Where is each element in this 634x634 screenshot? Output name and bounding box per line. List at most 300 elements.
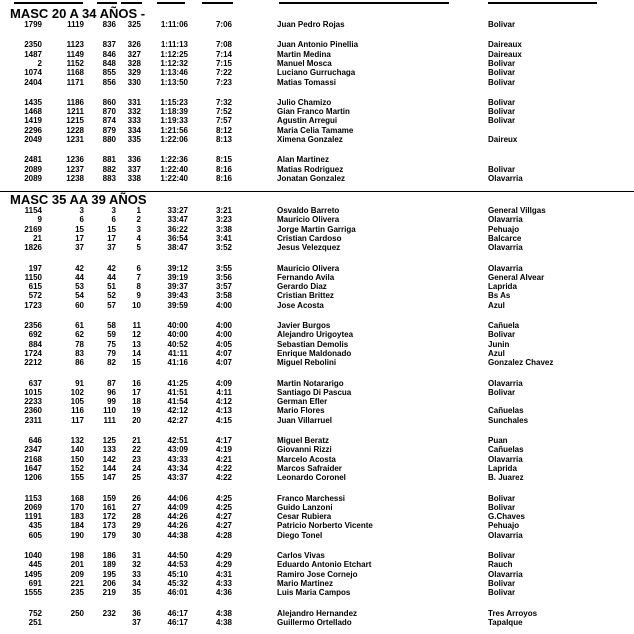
ritmo-cell: 4:11 bbox=[216, 387, 232, 397]
pos-categoria-cell: 34 bbox=[132, 578, 141, 588]
dorsal-cell: 1555 bbox=[24, 588, 42, 598]
ritmo-cell: 3:21 bbox=[215, 206, 232, 215]
pos-general-cell: 44 bbox=[75, 272, 84, 282]
localidad-cell: Cañuelas bbox=[488, 445, 524, 455]
localidad-cell: Azul bbox=[488, 348, 505, 358]
column-header-rule bbox=[121, 2, 142, 4]
localidad-cell: Daireaux bbox=[488, 40, 522, 50]
pos-categoria-cell: 6 bbox=[136, 263, 141, 273]
localidad-cell: Pehuajo bbox=[488, 224, 520, 234]
nombre-cell: Cristian Brittez bbox=[277, 291, 334, 301]
pos-general-cell: 1238 bbox=[66, 173, 84, 183]
pos-sexo-cell: 219 bbox=[102, 588, 116, 598]
ritmo-cell: 4:00 bbox=[215, 300, 232, 310]
dorsal-cell: 1154 bbox=[24, 206, 42, 215]
pos-general-cell: 1186 bbox=[66, 97, 84, 107]
ritmo-cell: 4:25 bbox=[215, 502, 232, 512]
pos-sexo-cell: 52 bbox=[107, 291, 116, 301]
tiempo-cell: 1:13:46 bbox=[160, 68, 188, 78]
pos-categoria-cell: 23 bbox=[132, 454, 141, 464]
dorsal-cell: 2347 bbox=[24, 445, 42, 455]
tiempo-cell: 46:17 bbox=[167, 617, 188, 627]
tiempo-cell: 44:53 bbox=[167, 560, 188, 570]
ritmo-cell: 3:55 bbox=[215, 263, 232, 273]
nombre-cell: Marcelo Acosta bbox=[277, 454, 336, 464]
localidad-cell: Balcarce bbox=[488, 233, 522, 243]
pos-sexo-cell: 883 bbox=[102, 173, 116, 183]
dorsal-cell: 2168 bbox=[24, 454, 42, 464]
tiempo-cell: 38:47 bbox=[167, 243, 188, 253]
tiempo-cell: 40:00 bbox=[167, 330, 188, 340]
column-header-rule bbox=[14, 2, 58, 4]
nombre-cell: Martin Notararigo bbox=[277, 378, 344, 388]
ritmo-cell: 4:36 bbox=[215, 588, 232, 598]
pos-sexo-cell: 855 bbox=[102, 68, 116, 78]
nombre-cell: Sebastian Demolis bbox=[277, 339, 349, 349]
localidad-cell: B. Juarez bbox=[488, 473, 524, 483]
nombre-cell: Patricio Norberto Vicente bbox=[277, 521, 373, 531]
pos-categoria-cell: 16 bbox=[132, 378, 141, 388]
pos-general-cell: 83 bbox=[75, 348, 84, 358]
pos-general-cell: 1231 bbox=[66, 135, 84, 144]
pos-sexo-cell: 75 bbox=[107, 339, 116, 349]
pos-categoria-cell: 7 bbox=[136, 272, 141, 282]
pos-categoria-cell: 331 bbox=[127, 97, 141, 107]
pos-sexo-cell: 6 bbox=[111, 215, 116, 225]
nombre-cell: Jose Acosta bbox=[277, 300, 324, 310]
tiempo-cell: 43:34 bbox=[167, 463, 188, 473]
pos-categoria-cell: 11 bbox=[132, 321, 141, 330]
pos-sexo-cell: 3 bbox=[111, 206, 116, 215]
result-row bbox=[0, 531, 634, 541]
localidad-cell: Bolivar bbox=[488, 116, 516, 126]
pos-categoria-cell: 325 bbox=[127, 20, 141, 29]
dorsal-cell: 615 bbox=[28, 282, 42, 292]
pos-sexo-cell: 860 bbox=[102, 97, 116, 107]
dorsal-cell: 1468 bbox=[24, 107, 42, 117]
pos-sexo-cell: 232 bbox=[102, 608, 116, 618]
pos-sexo-cell: 17 bbox=[107, 233, 116, 243]
result-row bbox=[0, 135, 634, 145]
dorsal-cell: 1826 bbox=[24, 243, 42, 253]
pos-sexo-cell: 82 bbox=[107, 358, 116, 368]
pos-categoria-cell: 32 bbox=[132, 560, 141, 570]
ritmo-cell: 4:22 bbox=[215, 463, 232, 473]
pos-categoria-cell: 4 bbox=[136, 233, 141, 243]
pos-sexo-cell: 99 bbox=[107, 397, 116, 407]
ritmo-cell: 7:23 bbox=[215, 77, 232, 87]
pos-sexo-cell: 870 bbox=[102, 107, 116, 117]
ritmo-cell: 4:38 bbox=[215, 617, 232, 627]
pos-sexo-cell: 195 bbox=[102, 569, 116, 579]
pos-sexo-cell: 206 bbox=[102, 578, 116, 588]
ritmo-cell: 4:13 bbox=[215, 406, 232, 416]
pos-categoria-cell: 13 bbox=[132, 339, 141, 349]
pos-categoria-cell: 336 bbox=[127, 155, 141, 165]
dorsal-cell: 605 bbox=[28, 530, 42, 540]
pos-categoria-cell: 28 bbox=[132, 512, 141, 522]
tiempo-cell: 1:22:40 bbox=[160, 164, 188, 174]
nombre-cell: Javier Burgos bbox=[277, 321, 331, 330]
localidad-cell: Bolivar bbox=[488, 578, 516, 588]
tiempo-cell: 41:25 bbox=[167, 378, 188, 388]
pos-categoria-cell: 29 bbox=[132, 521, 141, 531]
pos-sexo-cell: 179 bbox=[102, 530, 116, 540]
pos-general-cell: 105 bbox=[70, 397, 84, 407]
pos-categoria-cell: 26 bbox=[132, 493, 141, 503]
tiempo-cell: 40:52 bbox=[167, 339, 188, 349]
localidad-cell: General Alvear bbox=[488, 272, 545, 282]
localidad-cell: Bolivar bbox=[488, 330, 516, 340]
pos-categoria-cell: 33 bbox=[132, 569, 141, 579]
tiempo-cell: 1:11:13 bbox=[160, 40, 188, 50]
localidad-cell: Olavarria bbox=[488, 454, 523, 464]
tiempo-cell: 1:12:32 bbox=[160, 58, 188, 68]
localidad-cell: Junin bbox=[488, 339, 510, 349]
localidad-cell: Bolivar bbox=[488, 107, 516, 117]
pos-categoria-cell: 15 bbox=[132, 358, 141, 368]
ritmo-cell: 3:41 bbox=[215, 233, 232, 243]
nombre-cell: Guido Lanzoni bbox=[277, 502, 333, 512]
nombre-cell: Maria Celia Tamame bbox=[277, 125, 354, 135]
pos-general-cell: 1237 bbox=[66, 164, 84, 174]
dorsal-cell: 1150 bbox=[24, 272, 42, 282]
tiempo-cell: 33:47 bbox=[167, 215, 188, 225]
tiempo-cell: 1:11:06 bbox=[160, 20, 188, 29]
localidad-cell: General Villgas bbox=[488, 206, 546, 215]
tiempo-cell: 1:13:50 bbox=[160, 77, 188, 87]
localidad-cell: Olavarria bbox=[488, 173, 523, 183]
result-row bbox=[0, 301, 634, 311]
nombre-cell: Mauricio Olivera bbox=[277, 215, 340, 225]
dorsal-cell: 1015 bbox=[24, 387, 42, 397]
dorsal-cell: 1723 bbox=[24, 300, 42, 310]
ritmo-cell: 3:57 bbox=[215, 282, 232, 292]
pos-sexo-cell: 882 bbox=[102, 164, 116, 174]
tiempo-cell: 46:17 bbox=[167, 608, 188, 618]
localidad-cell: Bolivar bbox=[488, 68, 516, 78]
nombre-cell: Franco Marchessi bbox=[277, 493, 346, 503]
ritmo-cell: 4:27 bbox=[215, 512, 232, 522]
dorsal-cell: 1799 bbox=[24, 20, 42, 29]
dorsal-cell: 1153 bbox=[24, 493, 42, 503]
dorsal-cell: 752 bbox=[28, 608, 42, 618]
pos-categoria-cell: 338 bbox=[127, 173, 141, 183]
pos-general-cell: 155 bbox=[70, 473, 84, 483]
pos-general-cell: 42 bbox=[75, 263, 84, 273]
pos-categoria-cell: 335 bbox=[127, 135, 141, 144]
tiempo-cell: 42:27 bbox=[167, 415, 188, 425]
pos-categoria-cell: 30 bbox=[132, 530, 141, 540]
localidad-cell: Olavarria bbox=[488, 569, 523, 579]
pos-sexo-cell: 161 bbox=[102, 502, 116, 512]
nombre-cell: Juan Antonio Pinellia bbox=[277, 40, 359, 50]
ritmo-cell: 3:52 bbox=[215, 243, 232, 253]
dorsal-cell: 1206 bbox=[24, 473, 42, 483]
tiempo-cell: 44:09 bbox=[167, 502, 188, 512]
pos-sexo-cell: 87 bbox=[107, 378, 116, 388]
pos-sexo-cell: 147 bbox=[102, 473, 116, 483]
nombre-cell: Osvaldo Barreto bbox=[277, 206, 340, 215]
category-title: MASC 35 AA 39 AÑOS bbox=[10, 192, 147, 207]
pos-general-cell: 1211 bbox=[66, 107, 84, 117]
nombre-cell: Eduardo Antonio Etchart bbox=[277, 560, 372, 570]
nombre-cell: Miguel Rebolini bbox=[277, 358, 337, 368]
pos-general-cell: 6 bbox=[79, 215, 84, 225]
ritmo-cell: 4:28 bbox=[215, 530, 232, 540]
localidad-cell: Bolivar bbox=[488, 502, 516, 512]
ritmo-cell: 4:00 bbox=[215, 330, 232, 340]
dorsal-cell: 1724 bbox=[24, 348, 42, 358]
dorsal-cell: 2169 bbox=[24, 224, 42, 234]
nombre-cell: Matias Tomassi bbox=[277, 77, 336, 87]
pos-sexo-cell: 836 bbox=[102, 20, 116, 29]
dorsal-cell: 2311 bbox=[24, 415, 42, 425]
ritmo-cell: 7:52 bbox=[215, 107, 232, 117]
pos-categoria-cell: 22 bbox=[132, 445, 141, 455]
dorsal-cell: 2350 bbox=[24, 40, 42, 50]
ritmo-cell: 4:38 bbox=[215, 608, 232, 618]
tiempo-cell: 42:51 bbox=[167, 436, 188, 445]
localidad-cell: Tres Arroyos bbox=[488, 608, 538, 618]
tiempo-cell: 1:15:23 bbox=[160, 97, 188, 107]
pos-sexo-cell: 186 bbox=[102, 551, 116, 560]
localidad-cell: Daireaux bbox=[488, 49, 522, 59]
localidad-cell: Daireux bbox=[488, 135, 518, 144]
nombre-cell: Alejandro Hernandez bbox=[277, 608, 358, 618]
tiempo-cell: 39:19 bbox=[167, 272, 188, 282]
pos-general-cell: 152 bbox=[70, 463, 84, 473]
pos-general-cell: 15 bbox=[75, 224, 84, 234]
pos-general-cell: 1152 bbox=[66, 58, 84, 68]
pos-categoria-cell: 25 bbox=[132, 473, 141, 483]
pos-categoria-cell: 337 bbox=[127, 164, 141, 174]
pos-categoria-cell: 20 bbox=[132, 415, 141, 425]
ritmo-cell: 4:09 bbox=[215, 378, 232, 388]
pos-general-cell: 54 bbox=[75, 291, 84, 301]
pos-sexo-cell: 173 bbox=[102, 521, 116, 531]
tiempo-cell: 36:54 bbox=[167, 233, 188, 243]
localidad-cell: Cañuela bbox=[488, 321, 520, 330]
ritmo-cell: 4:29 bbox=[215, 551, 232, 560]
pos-categoria-cell: 35 bbox=[132, 588, 141, 598]
tiempo-cell: 33:27 bbox=[167, 206, 188, 215]
tiempo-cell: 36:22 bbox=[167, 224, 188, 234]
pos-categoria-cell: 327 bbox=[127, 49, 141, 59]
pos-general-cell: 201 bbox=[70, 560, 84, 570]
localidad-cell: Olavarria bbox=[488, 243, 523, 253]
ritmo-cell: 7:57 bbox=[215, 116, 232, 126]
dorsal-cell: 2356 bbox=[24, 321, 42, 330]
nombre-cell: Enrique Maldonado bbox=[277, 348, 352, 358]
nombre-cell: Giovanni Rizzi bbox=[277, 445, 332, 455]
localidad-cell: Bolivar bbox=[488, 588, 516, 598]
pos-general-cell: 183 bbox=[70, 512, 84, 522]
pos-sexo-cell: 874 bbox=[102, 116, 116, 126]
dorsal-cell: 692 bbox=[28, 330, 42, 340]
pos-categoria-cell: 36 bbox=[132, 608, 141, 618]
nombre-cell: German Efler bbox=[277, 397, 328, 407]
pos-general-cell: 250 bbox=[70, 608, 84, 618]
tiempo-cell: 41:51 bbox=[167, 387, 188, 397]
pos-categoria-cell: 37 bbox=[132, 617, 141, 627]
pos-sexo-cell: 142 bbox=[102, 454, 116, 464]
dorsal-cell: 1040 bbox=[24, 551, 42, 560]
dorsal-cell: 637 bbox=[28, 378, 42, 388]
pos-general-cell: 62 bbox=[75, 330, 84, 340]
nombre-cell: Guillermo Ortellado bbox=[277, 617, 352, 627]
tiempo-cell: 43:37 bbox=[167, 473, 188, 483]
ritmo-cell: 4:07 bbox=[215, 358, 232, 368]
tiempo-cell: 40:00 bbox=[167, 321, 188, 330]
nombre-cell: Mario Flores bbox=[277, 406, 325, 416]
dorsal-cell: 2233 bbox=[24, 397, 42, 407]
pos-categoria-cell: 10 bbox=[132, 300, 141, 310]
dorsal-cell: 1487 bbox=[24, 49, 42, 59]
ritmo-cell: 4:07 bbox=[215, 348, 232, 358]
tiempo-cell: 39:37 bbox=[167, 282, 188, 292]
ritmo-cell: 4:22 bbox=[215, 473, 232, 483]
nombre-cell: Fernando Avila bbox=[277, 272, 335, 282]
pos-sexo-cell: 144 bbox=[102, 463, 116, 473]
ritmo-cell: 4:15 bbox=[215, 415, 232, 425]
pos-sexo-cell: 59 bbox=[107, 330, 116, 340]
pos-categoria-cell: 27 bbox=[132, 502, 141, 512]
pos-categoria-cell: 333 bbox=[127, 116, 141, 126]
pos-categoria-cell: 9 bbox=[136, 291, 141, 301]
column-header-rule bbox=[279, 2, 449, 4]
dorsal-cell: 646 bbox=[28, 436, 42, 445]
pos-general-cell: 1119 bbox=[67, 20, 84, 29]
tiempo-cell: 45:32 bbox=[167, 578, 188, 588]
ritmo-cell: 4:33 bbox=[215, 578, 232, 588]
tiempo-cell: 46:01 bbox=[167, 588, 188, 598]
pos-general-cell: 116 bbox=[71, 406, 84, 416]
ritmo-cell: 7:06 bbox=[215, 20, 232, 29]
tiempo-cell: 43:09 bbox=[167, 445, 188, 455]
pos-sexo-cell: 51 bbox=[107, 282, 116, 292]
localidad-cell: Olavarria bbox=[488, 378, 523, 388]
pos-general-cell: 168 bbox=[70, 493, 84, 503]
ritmo-cell: 4:17 bbox=[215, 436, 232, 445]
dorsal-cell: 2296 bbox=[24, 125, 42, 135]
ritmo-cell: 8:13 bbox=[215, 135, 232, 144]
result-row bbox=[0, 618, 634, 628]
pos-general-cell: 150 bbox=[70, 454, 84, 464]
localidad-cell: Bolivar bbox=[488, 164, 516, 174]
pos-categoria-cell: 14 bbox=[132, 348, 141, 358]
pos-categoria-cell: 1 bbox=[136, 206, 141, 215]
tiempo-cell: 1:22:36 bbox=[160, 155, 188, 165]
pos-general-cell: 190 bbox=[70, 530, 84, 540]
pos-general-cell: 60 bbox=[75, 300, 84, 310]
pos-categoria-cell: 332 bbox=[127, 107, 141, 117]
dorsal-cell: 1191 bbox=[24, 512, 42, 522]
dorsal-cell: 197 bbox=[28, 263, 42, 273]
result-row bbox=[0, 416, 634, 426]
nombre-cell: Manuel Mosca bbox=[277, 58, 332, 68]
nombre-cell: Ramiro Jose Cornejo bbox=[277, 569, 358, 579]
pos-sexo-cell: 96 bbox=[107, 387, 116, 397]
pos-categoria-cell: 24 bbox=[132, 463, 141, 473]
nombre-cell: Luis Maria Campos bbox=[277, 588, 351, 598]
ritmo-cell: 8:16 bbox=[215, 164, 232, 174]
pos-categoria-cell: 330 bbox=[127, 77, 141, 87]
column-header-rule bbox=[97, 2, 117, 4]
nombre-cell: Mauricio Olivera bbox=[277, 263, 340, 273]
nombre-cell: Cesar Rubiera bbox=[277, 512, 332, 522]
pos-general-cell: 1215 bbox=[66, 116, 84, 126]
pos-general-cell: 221 bbox=[70, 578, 84, 588]
dorsal-cell: 884 bbox=[28, 339, 42, 349]
pos-categoria-cell: 18 bbox=[132, 397, 141, 407]
nombre-cell: Gerardo Diaz bbox=[277, 282, 327, 292]
nombre-cell: Ximena Gonzalez bbox=[277, 135, 343, 144]
tiempo-cell: 41:54 bbox=[167, 397, 188, 407]
localidad-cell: Bolivar bbox=[488, 20, 516, 29]
ritmo-cell: 4:12 bbox=[215, 397, 232, 407]
tiempo-cell: 44:06 bbox=[167, 493, 188, 503]
pos-categoria-cell: 2 bbox=[136, 215, 141, 225]
pos-sexo-cell: 172 bbox=[102, 512, 116, 522]
pos-sexo-cell: 42 bbox=[107, 263, 116, 273]
localidad-cell: Azul bbox=[488, 300, 505, 310]
ritmo-cell: 4:21 bbox=[215, 454, 232, 464]
dorsal-cell: 2404 bbox=[24, 77, 42, 87]
pos-sexo-cell: 125 bbox=[102, 436, 116, 445]
dorsal-cell: 1419 bbox=[24, 116, 42, 126]
pos-categoria-cell: 31 bbox=[132, 551, 141, 560]
pos-general-cell: 209 bbox=[70, 569, 84, 579]
tiempo-cell: 39:12 bbox=[167, 263, 188, 273]
column-header-rule bbox=[488, 2, 597, 4]
localidad-cell: Puan bbox=[488, 436, 508, 445]
pos-sexo-cell: 846 bbox=[102, 49, 116, 59]
tiempo-cell: 45:10 bbox=[167, 569, 188, 579]
dorsal-cell: 1435 bbox=[24, 97, 42, 107]
tiempo-cell: 1:22:06 bbox=[160, 135, 188, 144]
dorsal-cell: 2069 bbox=[24, 502, 42, 512]
dorsal-cell: 435 bbox=[28, 521, 42, 531]
pos-sexo-cell: 856 bbox=[102, 77, 116, 87]
ritmo-cell: 7:14 bbox=[215, 49, 232, 59]
pos-general-cell: 3 bbox=[79, 206, 84, 215]
column-header-rule bbox=[157, 2, 185, 4]
pos-categoria-cell: 12 bbox=[132, 330, 141, 340]
pos-general-cell: 170 bbox=[70, 502, 84, 512]
pos-sexo-cell: 111 bbox=[103, 415, 116, 425]
ritmo-cell: 3:58 bbox=[215, 291, 232, 301]
ritmo-cell: 8:15 bbox=[215, 155, 232, 165]
pos-sexo-cell: 58 bbox=[107, 321, 116, 330]
nombre-cell: Mario Martinez bbox=[277, 578, 334, 588]
tiempo-cell: 42:12 bbox=[167, 406, 188, 416]
nombre-cell: Juan Villarruel bbox=[277, 415, 332, 425]
localidad-cell: Bs As bbox=[488, 291, 511, 301]
localidad-cell: Laprida bbox=[488, 282, 517, 292]
localidad-cell: Tapalque bbox=[488, 617, 523, 627]
tiempo-cell: 39:59 bbox=[167, 300, 188, 310]
dorsal-cell: 2 bbox=[37, 58, 42, 68]
result-row bbox=[0, 20, 634, 30]
nombre-cell: Juan Pedro Rojas bbox=[277, 20, 345, 29]
nombre-cell: Carlos Vivas bbox=[277, 551, 325, 560]
nombre-cell: Jorge Martin Garriga bbox=[277, 224, 356, 234]
dorsal-cell: 572 bbox=[28, 291, 42, 301]
nombre-cell: Jesus Velezquez bbox=[277, 243, 341, 253]
pos-general-cell: 140 bbox=[70, 445, 84, 455]
ritmo-cell: 8:16 bbox=[215, 173, 232, 183]
